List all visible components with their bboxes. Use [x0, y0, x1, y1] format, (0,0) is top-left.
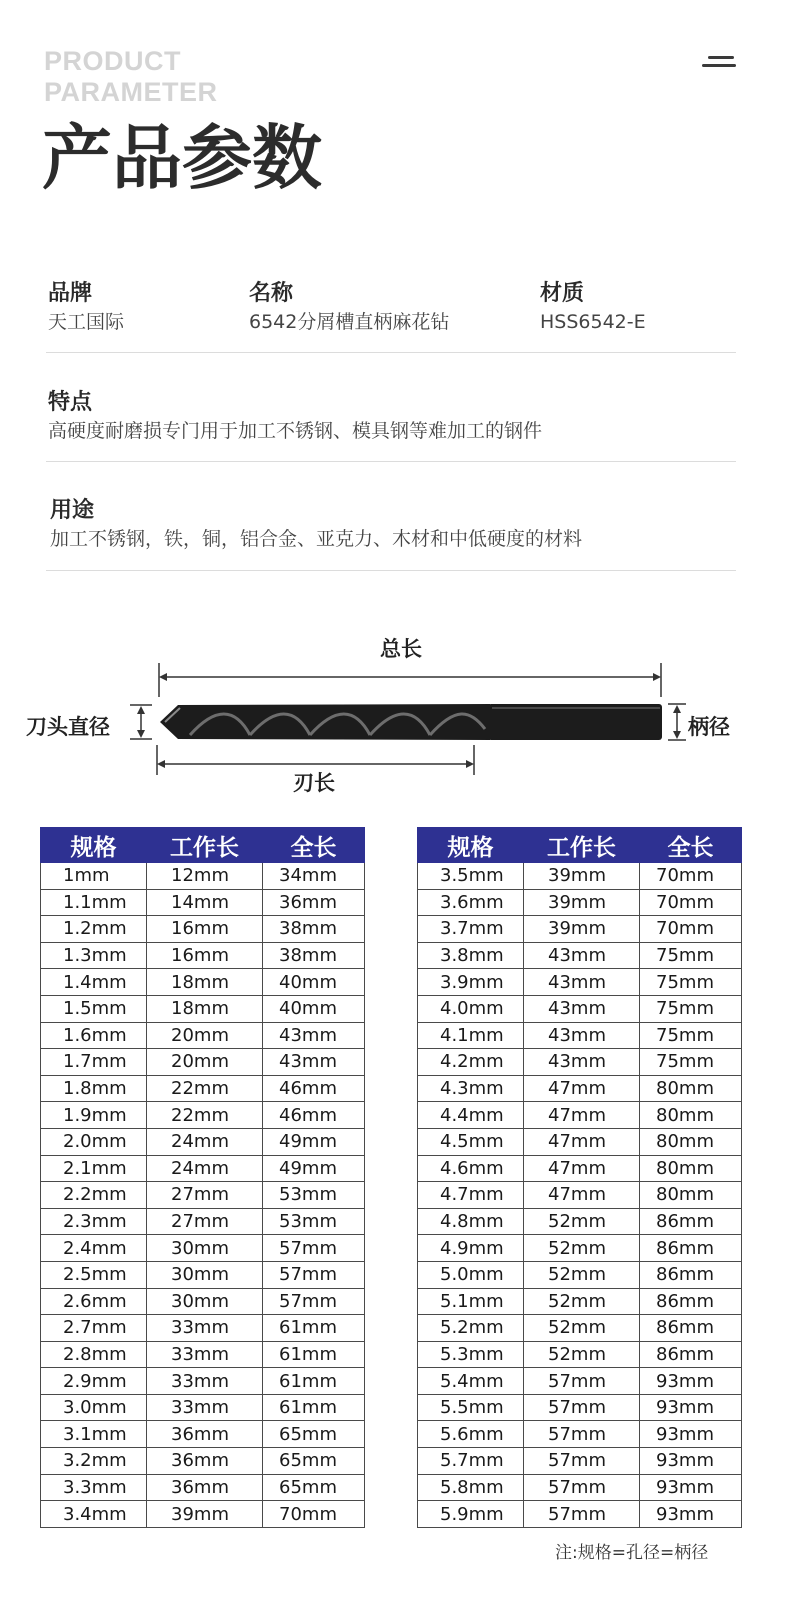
header-spec: 规格 [41, 828, 147, 863]
table-cell: 39mm [524, 889, 640, 916]
table-row [41, 1022, 365, 1049]
table-cell: 93mm [640, 1448, 742, 1475]
table-cell: 57mm [524, 1421, 640, 1448]
table-row [41, 1049, 365, 1076]
table-cell: 2.9mm [41, 1368, 147, 1395]
table-row [418, 969, 742, 996]
table-cell: 1.6mm [41, 1022, 147, 1049]
table-cell: 57mm [524, 1394, 640, 1421]
table-row [418, 889, 742, 916]
table-cell: 93mm [640, 1368, 742, 1395]
table-cell: 70mm [640, 916, 742, 943]
table-cell: 80mm [640, 1155, 742, 1182]
table-cell: 65mm [263, 1448, 365, 1475]
table-cell: 16mm [147, 942, 263, 969]
table-cell: 5.0mm [418, 1261, 524, 1288]
table-cell: 5.9mm [418, 1501, 524, 1528]
spec-table-left [40, 827, 365, 1528]
table-cell: 33mm [147, 1394, 263, 1421]
page-title: 产品参数 [42, 117, 322, 199]
table-cell: 3.4mm [41, 1501, 147, 1528]
table-row [418, 1128, 742, 1155]
table-cell: 47mm [524, 1128, 640, 1155]
table-cell: 49mm [263, 1128, 365, 1155]
table-cell: 86mm [640, 1235, 742, 1262]
table-cell: 61mm [263, 1394, 365, 1421]
table-cell: 36mm [147, 1474, 263, 1501]
table-cell: 1mm [41, 863, 147, 890]
table-cell: 40mm [263, 995, 365, 1022]
usage-label: 用途 [50, 498, 95, 523]
table-row [418, 1448, 742, 1475]
table-cell: 3.7mm [418, 916, 524, 943]
header-total-length: 全长 [640, 828, 742, 863]
table-cell: 61mm [263, 1341, 365, 1368]
table-cell: 27mm [147, 1208, 263, 1235]
table-row [418, 1421, 742, 1448]
table-row [41, 942, 365, 969]
table-cell: 5.1mm [418, 1288, 524, 1315]
table-cell: 4.2mm [418, 1049, 524, 1076]
table-cell: 2.3mm [41, 1208, 147, 1235]
table-cell: 5.4mm [418, 1368, 524, 1395]
table-cell: 80mm [640, 1075, 742, 1102]
table-cell: 2.1mm [41, 1155, 147, 1182]
table-cell: 43mm [524, 995, 640, 1022]
table-cell: 75mm [640, 995, 742, 1022]
table-cell: 2.7mm [41, 1315, 147, 1342]
table-row [418, 1102, 742, 1129]
table-cell: 33mm [147, 1368, 263, 1395]
divider [46, 461, 736, 462]
brand-label: 品牌 [48, 281, 93, 306]
table-row [418, 1235, 742, 1262]
table-row [41, 1208, 365, 1235]
table-cell: 5.7mm [418, 1448, 524, 1475]
table-cell: 4.1mm [418, 1022, 524, 1049]
table-cell: 2.8mm [41, 1341, 147, 1368]
table-row [418, 1501, 742, 1528]
table-cell: 40mm [263, 969, 365, 996]
table-cell: 3.2mm [41, 1448, 147, 1475]
table-row [41, 1288, 365, 1315]
table-cell: 47mm [524, 1182, 640, 1209]
table-row [41, 1341, 365, 1368]
table-cell: 80mm [640, 1102, 742, 1129]
table-cell: 70mm [640, 889, 742, 916]
table-cell: 12mm [147, 863, 263, 890]
table-cell: 43mm [263, 1049, 365, 1076]
table-cell: 1.5mm [41, 995, 147, 1022]
table-cell: 52mm [524, 1235, 640, 1262]
table-row [41, 995, 365, 1022]
table-cell: 86mm [640, 1208, 742, 1235]
menu-icon[interactable] [702, 56, 736, 74]
table-cell: 4.7mm [418, 1182, 524, 1209]
table-cell: 34mm [263, 863, 365, 890]
spec-table-right [417, 827, 742, 1528]
table-cell: 57mm [263, 1288, 365, 1315]
table-cell: 39mm [524, 863, 640, 890]
table-row [418, 1315, 742, 1342]
table-row [41, 1182, 365, 1209]
table-row [418, 1368, 742, 1395]
table-row [418, 1474, 742, 1501]
table-cell: 43mm [524, 969, 640, 996]
table-cell: 20mm [147, 1049, 263, 1076]
table-header-row [418, 828, 742, 863]
table-cell: 70mm [263, 1501, 365, 1528]
header-spec: 规格 [418, 828, 524, 863]
table-cell: 39mm [147, 1501, 263, 1528]
name-value: 6542分屑槽直柄麻花钻 [249, 311, 450, 333]
table-row [418, 1261, 742, 1288]
table-cell: 2.5mm [41, 1261, 147, 1288]
table-cell: 1.3mm [41, 942, 147, 969]
table-cell: 5.5mm [418, 1394, 524, 1421]
table-cell: 93mm [640, 1474, 742, 1501]
table-row [41, 1102, 365, 1129]
table-row [41, 969, 365, 996]
table-cell: 5.3mm [418, 1341, 524, 1368]
table-cell: 36mm [263, 889, 365, 916]
table-row [418, 1022, 742, 1049]
table-cell: 93mm [640, 1394, 742, 1421]
table-cell: 30mm [147, 1235, 263, 1262]
table-row [418, 1288, 742, 1315]
table-cell: 57mm [524, 1448, 640, 1475]
table-cell: 4.8mm [418, 1208, 524, 1235]
feature-label: 特点 [48, 390, 93, 415]
table-cell: 75mm [640, 1022, 742, 1049]
table-cell: 52mm [524, 1341, 640, 1368]
table-cell: 47mm [524, 1155, 640, 1182]
table-cell: 1.2mm [41, 916, 147, 943]
table-cell: 57mm [263, 1235, 365, 1262]
table-row [41, 1448, 365, 1475]
header-total-length: 全长 [263, 828, 365, 863]
header-working-length: 工作长 [524, 828, 640, 863]
head-diameter-label: 刀头直径 [26, 715, 110, 739]
table-row [418, 1049, 742, 1076]
table-cell: 36mm [147, 1421, 263, 1448]
table-cell: 39mm [524, 916, 640, 943]
table-row [41, 1235, 365, 1262]
table-row [418, 1075, 742, 1102]
divider [46, 570, 736, 571]
table-cell: 30mm [147, 1261, 263, 1288]
table-cell: 3.8mm [418, 942, 524, 969]
table-cell: 16mm [147, 916, 263, 943]
table-row [418, 942, 742, 969]
table-row [41, 1368, 365, 1395]
table-cell: 52mm [524, 1261, 640, 1288]
table-cell: 70mm [640, 863, 742, 890]
table-cell: 57mm [263, 1261, 365, 1288]
eyebrow-line-2: PARAMETER [44, 77, 218, 107]
table-row [41, 889, 365, 916]
table-cell: 52mm [524, 1288, 640, 1315]
table-cell: 57mm [524, 1474, 640, 1501]
table-cell: 43mm [524, 1049, 640, 1076]
table-cell: 18mm [147, 969, 263, 996]
table-cell: 57mm [524, 1368, 640, 1395]
table-cell: 27mm [147, 1182, 263, 1209]
table-cell: 33mm [147, 1341, 263, 1368]
table-cell: 3.3mm [41, 1474, 147, 1501]
table-cell: 1.8mm [41, 1075, 147, 1102]
table-cell: 4.6mm [418, 1155, 524, 1182]
table-cell: 3.1mm [41, 1421, 147, 1448]
table-cell: 18mm [147, 995, 263, 1022]
table-cell: 93mm [640, 1421, 742, 1448]
table-cell: 1.9mm [41, 1102, 147, 1129]
table-cell: 80mm [640, 1128, 742, 1155]
table-cell: 53mm [263, 1182, 365, 1209]
table-cell: 86mm [640, 1261, 742, 1288]
table-row [418, 995, 742, 1022]
table-cell: 53mm [263, 1208, 365, 1235]
table-cell: 75mm [640, 942, 742, 969]
divider [46, 352, 736, 353]
table-row [41, 1501, 365, 1528]
table-row [418, 863, 742, 890]
table-cell: 52mm [524, 1315, 640, 1342]
table-cell: 46mm [263, 1102, 365, 1129]
table-row [418, 1182, 742, 1209]
table-cell: 2.4mm [41, 1235, 147, 1262]
table-cell: 22mm [147, 1075, 263, 1102]
table-cell: 30mm [147, 1288, 263, 1315]
table-cell: 1.7mm [41, 1049, 147, 1076]
table-cell: 4.5mm [418, 1128, 524, 1155]
usage-value: 加工不锈钢，铁，铜，铝合金、亚克力、木材和中低硬度的材料 [50, 528, 583, 550]
table-cell: 2.6mm [41, 1288, 147, 1315]
table-row [41, 1474, 365, 1501]
table-cell: 36mm [147, 1448, 263, 1475]
table-cell: 43mm [524, 1022, 640, 1049]
table-row [41, 1128, 365, 1155]
table-cell: 4.0mm [418, 995, 524, 1022]
table-cell: 5.8mm [418, 1474, 524, 1501]
table-header-row [41, 828, 365, 863]
table-cell: 65mm [263, 1421, 365, 1448]
drill-diagram [0, 625, 800, 815]
table-row [41, 916, 365, 943]
table-cell: 75mm [640, 1049, 742, 1076]
header-working-length: 工作长 [147, 828, 263, 863]
feature-value: 高硬度耐磨损专门用于加工不锈钢、模具钢等难加工的钢件 [48, 420, 543, 442]
table-cell: 61mm [263, 1315, 365, 1342]
table-cell: 93mm [640, 1501, 742, 1528]
table-cell: 47mm [524, 1075, 640, 1102]
table-cell: 4.4mm [418, 1102, 524, 1129]
table-cell: 38mm [263, 916, 365, 943]
table-row [418, 1394, 742, 1421]
table-row [41, 1155, 365, 1182]
table-cell: 4.9mm [418, 1235, 524, 1262]
table-row [41, 1075, 365, 1102]
table-cell: 43mm [524, 942, 640, 969]
table-cell: 2.2mm [41, 1182, 147, 1209]
table-cell: 57mm [524, 1501, 640, 1528]
table-cell: 22mm [147, 1102, 263, 1129]
shank-diameter-label: 柄径 [688, 715, 730, 739]
table-cell: 65mm [263, 1474, 365, 1501]
table-cell: 80mm [640, 1182, 742, 1209]
table-cell: 49mm [263, 1155, 365, 1182]
table-row [41, 1315, 365, 1342]
table-cell: 5.6mm [418, 1421, 524, 1448]
table-cell: 3.5mm [418, 863, 524, 890]
table-cell: 86mm [640, 1341, 742, 1368]
table-cell: 3.0mm [41, 1394, 147, 1421]
table-row [41, 1421, 365, 1448]
table-cell: 46mm [263, 1075, 365, 1102]
table-row [418, 1155, 742, 1182]
table-cell: 2.0mm [41, 1128, 147, 1155]
table-cell: 3.6mm [418, 889, 524, 916]
material-label: 材质 [540, 281, 585, 306]
eyebrow-heading [44, 46, 218, 108]
table-row [418, 916, 742, 943]
flute-length-label: 刃长 [293, 771, 335, 795]
table-cell: 38mm [263, 942, 365, 969]
table-cell: 86mm [640, 1288, 742, 1315]
total-length-label: 总长 [380, 637, 422, 661]
table-cell: 75mm [640, 969, 742, 996]
table-cell: 61mm [263, 1368, 365, 1395]
table-cell: 1.4mm [41, 969, 147, 996]
table-cell: 43mm [263, 1022, 365, 1049]
table-cell: 3.9mm [418, 969, 524, 996]
name-label: 名称 [249, 281, 294, 306]
table-cell: 52mm [524, 1208, 640, 1235]
table-cell: 5.2mm [418, 1315, 524, 1342]
table-cell: 24mm [147, 1155, 263, 1182]
footnote: 注:规格=孔径=柄径 [555, 1543, 709, 1563]
table-cell: 33mm [147, 1315, 263, 1342]
brand-value: 天工国际 [48, 311, 125, 333]
table-row [418, 1341, 742, 1368]
table-cell: 1.1mm [41, 889, 147, 916]
table-row [41, 863, 365, 890]
table-cell: 20mm [147, 1022, 263, 1049]
table-cell: 4.3mm [418, 1075, 524, 1102]
table-row [41, 1394, 365, 1421]
table-cell: 24mm [147, 1128, 263, 1155]
table-cell: 86mm [640, 1315, 742, 1342]
table-cell: 14mm [147, 889, 263, 916]
table-row [418, 1208, 742, 1235]
material-value: HSS6542-E [540, 311, 646, 333]
table-cell: 47mm [524, 1102, 640, 1129]
table-row [41, 1261, 365, 1288]
eyebrow-line-1: PRODUCT [44, 46, 181, 76]
